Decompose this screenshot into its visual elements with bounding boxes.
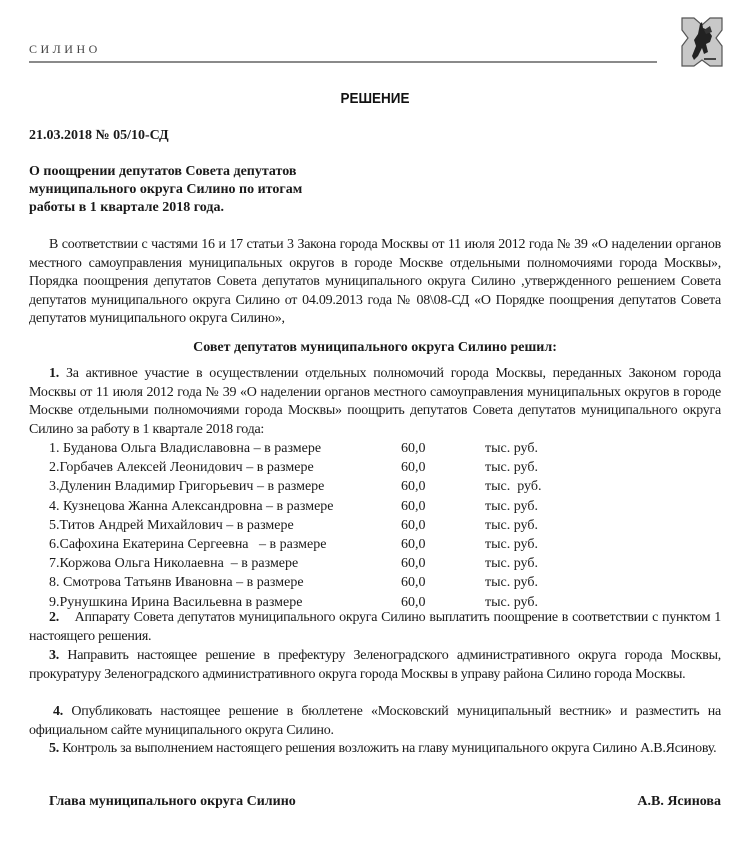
- deputy-amount: 60,0: [401, 517, 426, 533]
- deputy-name: 3.Дуленин Владимир Григорьевич – в размере: [49, 479, 325, 495]
- municipality-name: СИЛИНО: [29, 42, 101, 56]
- item-4-paragraph: [29, 703, 721, 740]
- deputy-name: 4. Кузнецова Жанна Александровна – в размере: [49, 498, 334, 514]
- deputy-row: [49, 439, 609, 458]
- deputy-name: 2.Горбачев Алексей Леонидович – в размере: [49, 460, 314, 476]
- deputy-unit: тыс. руб.: [485, 517, 538, 533]
- document-subject: [29, 163, 302, 217]
- item-number: 5.: [49, 741, 59, 756]
- deputy-unit: тыс. руб.: [485, 536, 538, 552]
- deputy-amount: 60,0: [401, 536, 426, 552]
- deputy-name: 1. Буданова Ольга Владиславовна – в размере: [49, 441, 322, 456]
- deputy-row: [49, 497, 609, 516]
- item-2-paragraph: [29, 609, 721, 646]
- item-3-paragraph: [29, 647, 721, 684]
- subject-line: муниципального округа Силино по итогам: [29, 182, 303, 197]
- deputy-row: [49, 554, 609, 573]
- deputy-amount: 60,0: [401, 479, 426, 495]
- deputy-unit: тыс. руб.: [485, 575, 538, 591]
- deputy-amount: 60,0: [401, 556, 426, 572]
- item-5-paragraph: [29, 740, 721, 759]
- item-number: 4.: [53, 704, 63, 719]
- deputy-amount: 60,0: [401, 441, 426, 456]
- item-text: Контроль за выполнением настоящего решения возложить на главу муниципального округа Силино А.В.Ясинову.: [62, 741, 717, 756]
- deputy-row: [49, 458, 609, 477]
- deputies-list: [49, 439, 609, 612]
- deputy-row: [49, 535, 609, 554]
- item-text: Аппарату Совета депутатов муниципального округа Силино выплатить поощрение в соответствии с пунктом 1 настоящего решения.: [29, 610, 721, 644]
- document-date-number: 21.03.2018 № 05/10-СД: [29, 128, 169, 143]
- resolved-heading: Совет депутатов муниципального округа Силино решил:: [193, 340, 557, 355]
- item-number: 3.: [49, 648, 59, 663]
- deputy-amount: 60,0: [401, 460, 426, 476]
- deputy-unit: тыс. руб.: [485, 594, 538, 610]
- signature-position: Глава муниципального округа Силино: [49, 794, 296, 809]
- deputy-amount: 60,0: [401, 594, 426, 610]
- deputy-unit: тыс. руб.: [485, 460, 538, 476]
- item-1-paragraph: [29, 365, 721, 439]
- deputy-unit: тыс. руб.: [485, 441, 538, 456]
- deputy-unit: тыс. руб.: [485, 556, 538, 572]
- header-divider: [29, 61, 657, 63]
- signature-name: А.В. Ясинова: [637, 794, 721, 809]
- deputy-unit: тыс. руб.: [485, 479, 542, 495]
- deputy-name: 8. Смотрова Татьянв Ивановна – в размере: [49, 575, 304, 591]
- deputy-row: [49, 477, 609, 496]
- subject-line: работы в 1 квартале 2018 года.: [29, 200, 224, 215]
- item-text: Направить настоящее решение в префектуру Зеленоградского административного округа города Москвы, прокуратуру Зеленоградского административного округа города Москвы в управу района Силино города Москвы.: [29, 648, 722, 682]
- subject-line: О поощрении депутатов Совета депутатов: [29, 164, 297, 179]
- deputy-name: 9.Рунушкина Ирина Васильевна в размере: [49, 594, 303, 610]
- coat-of-arms-icon: [680, 16, 724, 68]
- deputy-name: 7.Коржова Ольга Николаевна – в размере: [49, 556, 299, 572]
- item-text: За активное участие в осуществлении отдельных полномочий города Москвы, переданных Законом города Москвы от 11 июля 2012 года № 39 «О наделении органов местного самоуправления муниципальных округов в городе Москве отдельными полномочиями города Москвы» поощрить депутатов Совета депутатов муниципального округа Силино за работу в 1 квартале 2018 года:: [29, 366, 721, 437]
- item-number: 1.: [49, 366, 59, 381]
- deputy-name: 5.Титов Андрей Михайлович – в размере: [49, 517, 294, 533]
- deputy-row: [49, 573, 609, 592]
- deputy-row: [49, 516, 609, 535]
- deputy-name: 6.Сафохина Екатерина Сергеевна – в размере: [49, 536, 327, 552]
- deputy-amount: 60,0: [401, 498, 426, 514]
- document-title: РЕШЕНИЕ: [340, 90, 410, 107]
- preamble-paragraph: В соответствии с частями 16 и 17 статьи 3 Закона города Москвы от 11 июля 2012 года № 39 «О наделении органов местного самоуправления муниципальных округов в городе Москве отдельными полномочиями города Москвы», Порядка поощрения депутатов Совета депутатов муниципального округа Силино ,утвержденного решением Совета депутатов муниципального округа Силино от 04.09.2013 года № 08\08-СД «О Порядке поощрения депутатов Совета депутатов муниципального округа Силино»,: [29, 237, 721, 326]
- item-text: Опубликовать настоящее решение в бюллетене «Московский муниципальный вестник» и разместить на официальном сайте муниципального округа Силино.: [29, 704, 721, 738]
- item-number: 2.: [49, 610, 59, 625]
- deputy-amount: 60,0: [401, 575, 426, 591]
- deputy-unit: тыс. руб.: [485, 498, 538, 514]
